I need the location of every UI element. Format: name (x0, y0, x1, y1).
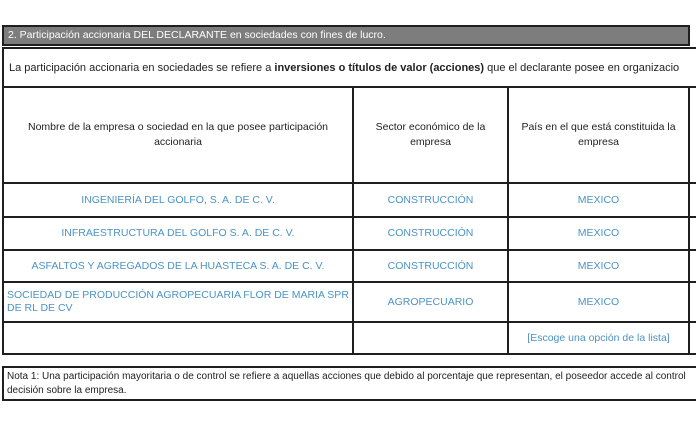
section-title: 2. Participación accionaria DEL DECLARANTE en sociedades con fines de lucro. (8, 29, 386, 41)
table-row-empty (3, 322, 696, 354)
cell-clipped (689, 183, 696, 217)
cell-clipped (689, 250, 696, 282)
cell-empresa[interactable]: INGENIERÍA DEL GOLFO, S. A. DE C. V. (3, 183, 353, 217)
nota-footnote-box (2, 366, 696, 401)
cell-sector[interactable]: CONSTRUCCIÓN (353, 217, 508, 250)
cell-sector-input[interactable] (353, 322, 508, 354)
table-row (3, 183, 696, 217)
cell-clipped (689, 322, 696, 354)
description-text: La participación accionaria en sociedades se refiere a inversiones o títulos de valor (acciones) que el declarante posee en organizacio (9, 61, 680, 74)
cell-pais[interactable]: MEXICO (508, 217, 689, 250)
pais-select-placeholder[interactable]: [Escoge una opción de la lista] (508, 322, 689, 354)
cell-sector[interactable]: CONSTRUCCIÓN (353, 183, 508, 217)
cell-empresa[interactable]: ASFALTOS Y AGREGADOS DE LA HUASTECA S. A. DE C. V. (3, 250, 353, 282)
section-description (2, 47, 696, 88)
column-header-pais: País en el que está constituida la empresa (508, 87, 689, 183)
cell-empresa-input[interactable] (3, 322, 353, 354)
table-row (3, 217, 696, 250)
participacion-accionaria-table (2, 86, 696, 355)
cell-clipped (689, 217, 696, 250)
table-row (3, 282, 696, 322)
nota-line-1: Nota 1: Una participación mayoritaria o de control se refiere a aquellas acciones que debido al porcentaje que representan, el poseedor accede al control (7, 371, 686, 382)
table-row (3, 250, 696, 282)
cell-pais[interactable]: MEXICO (508, 250, 689, 282)
column-header-empresa: Nombre de la empresa o sociedad en la que posee participación accionaria (3, 87, 353, 183)
cell-pais[interactable]: MEXICO (508, 183, 689, 217)
column-header-sector: Sector económico de la empresa (353, 87, 508, 183)
section-title-bar (2, 25, 690, 46)
column-header-clipped (689, 87, 696, 183)
cell-sector[interactable]: CONSTRUCCIÓN (353, 250, 508, 282)
cell-empresa[interactable]: INFRAESTRUCTURA DEL GOLFO S. A. DE C. V. (3, 217, 353, 250)
cell-clipped (689, 282, 696, 322)
nota-line-2: decisión sobre la empresa. (7, 385, 127, 396)
table-header-row (3, 87, 696, 183)
cell-sector[interactable]: AGROPECUARIO (353, 282, 508, 322)
cell-empresa[interactable]: SOCIEDAD DE PRODUCCIÓN AGROPECUARIA FLOR DE MARIA SPR DE RL DE CV (3, 282, 353, 322)
cell-pais[interactable]: MEXICO (508, 282, 689, 322)
